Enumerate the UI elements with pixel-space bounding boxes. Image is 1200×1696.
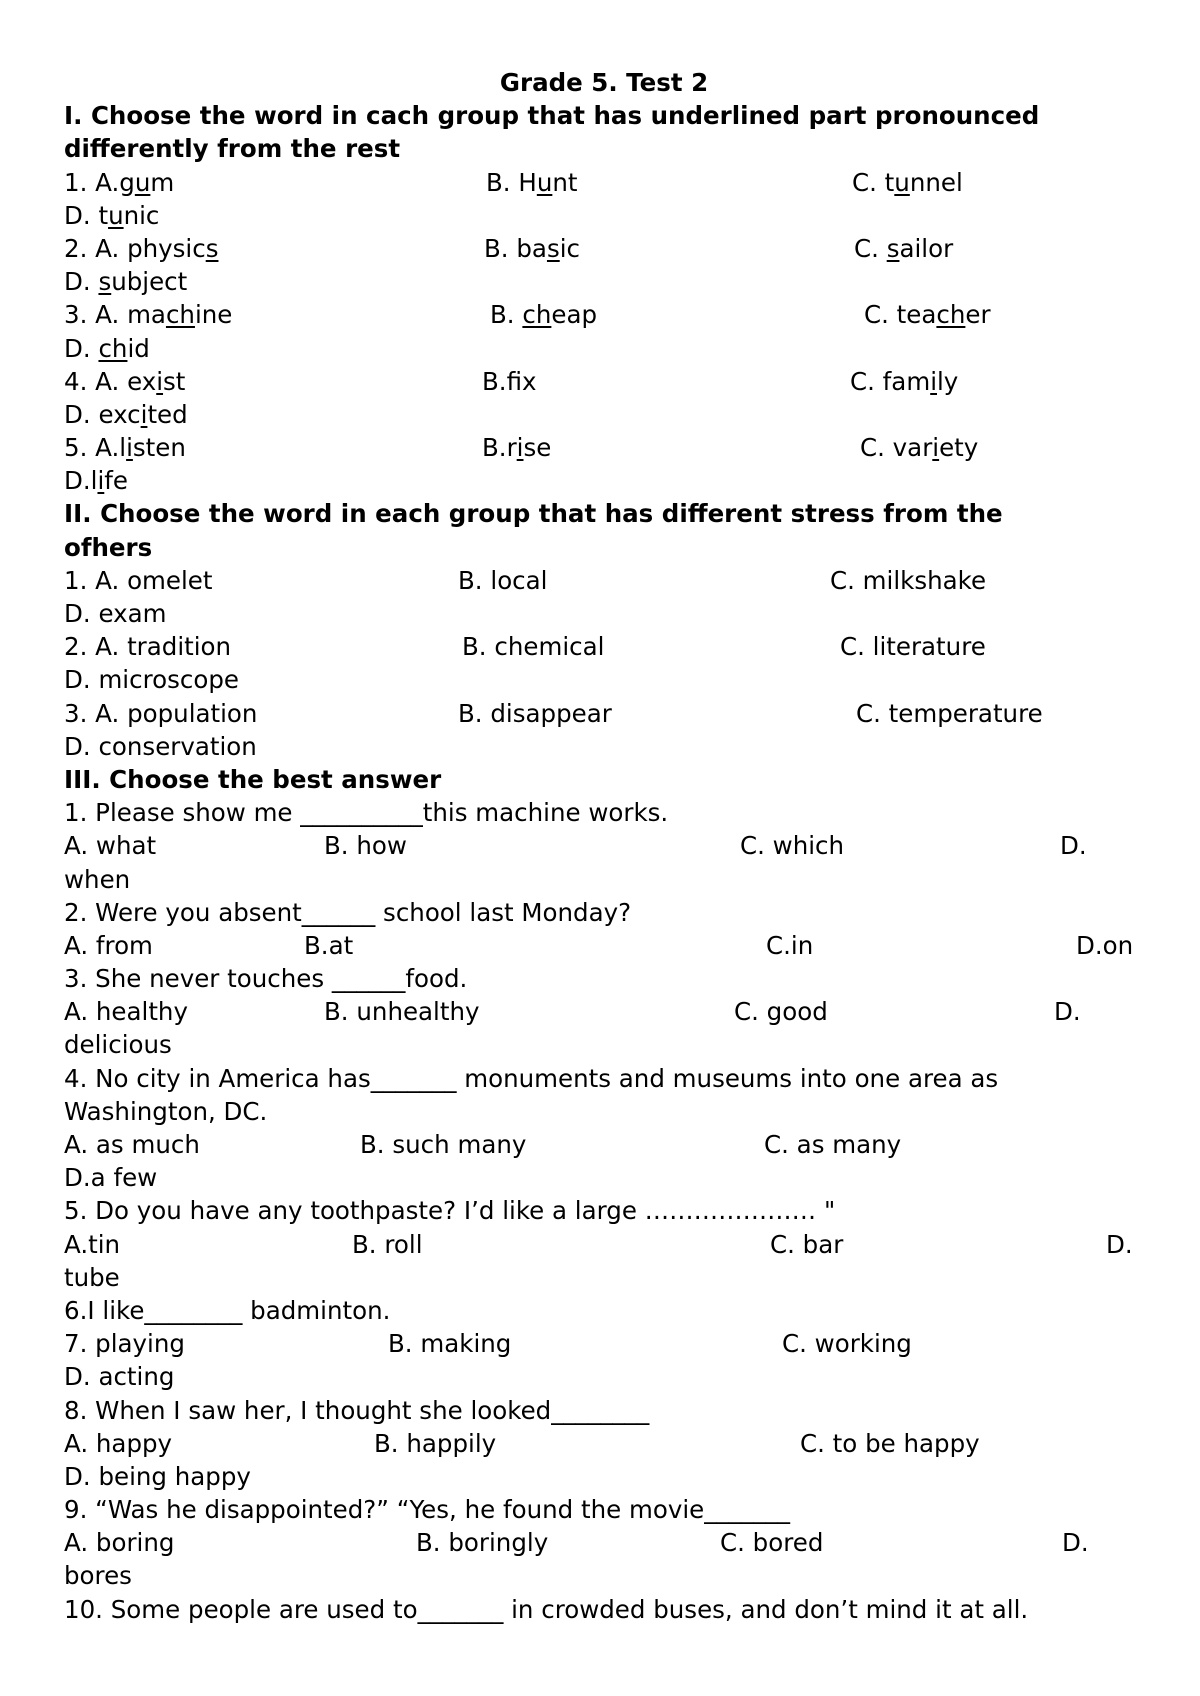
s3-q3-stem: 3. She never touches ______food. [64,964,468,994]
s1-q2-option-d: D. subject [64,267,188,297]
s3-q7-options [64,1327,1144,1360]
s1-q1-option-c: C. tunnel [852,167,963,197]
s3-q2-option-a: A. from [64,930,153,960]
s3-q2-option-d: D.on [1076,930,1134,960]
s1-q5-options [64,431,1144,464]
s1-q3-option-a: 3. A. machine [64,300,233,330]
s3-q5-option-a: A.tin [64,1229,121,1259]
section1-heading-line2: differently from the rest [64,134,401,164]
s3-q4-option-c: C. as many [764,1130,902,1159]
s3-q3-option-d-text: delicious [64,1030,172,1060]
s3-q7-option-d: D. acting [64,1362,175,1392]
s3-q1-option-d-label: D. [1060,831,1087,861]
s3-q1-option-d-text: when [64,864,131,894]
s3-q5-option-d-text: tube [64,1262,120,1292]
s2-q3-options [64,697,1144,730]
s1-q4-option-b: B.fx [482,366,537,396]
test-page [64,66,1144,1626]
s3-q9-option-d-text: bores [64,1561,132,1591]
s3-q7-option-c: C. working [782,1329,912,1359]
s2-q2-option-a: 2. A. tradition [64,632,232,662]
s1-q2-options [64,232,1144,265]
s2-q2-option-d: D. microscope [64,665,239,695]
s3-q2-stem: 2. Were you absent______ school last Monday? [64,897,632,927]
s3-q1-option-c: C. which [740,831,845,861]
s2-q1-option-c: C. milkshake [830,565,987,595]
s1-q2-option-c: C. sailor [854,233,954,263]
section2-heading-line2: ofhers [64,532,153,562]
s2-q1-option-a: 1. A. omelet [64,565,213,595]
s3-q7-option-b: B. making [388,1329,512,1359]
s3-q5-option-d-label: D. [1106,1229,1133,1259]
s3-q5-stem: 5. Do you have any toothpaste? I’d like a large ………………… " [64,1196,836,1226]
s1-q1-option-a: 1. A.gum [64,167,175,197]
s1-q5-option-b: B.rise [482,433,552,463]
s2-q1-option-b: B. local [458,565,548,595]
s3-q4-option-a: A. as much [64,1130,200,1159]
s3-q2-options [64,929,1144,962]
s3-q8-stem: 8. When I saw her, I thought she looked________ [64,1395,650,1425]
s2-q3-option-b: B. disappear [458,698,612,728]
s1-q1-option-b: B. Hunt [486,167,578,197]
s3-q1-stem: 1. Please show me __________this machine works. [64,798,669,828]
s3-q9-option-c: C. bored [720,1528,824,1558]
s3-q8-options [64,1427,1144,1460]
s3-q6-stem: 6.I like________ badminton. [64,1295,391,1325]
s3-q4-stem-line1: 4. No city in America has_______ monuments and museums into one area as [64,1063,999,1093]
s3-q3-option-a: A. healthy [64,997,188,1027]
s1-q4-option-a: 4. A. exist [64,366,186,396]
s1-q3-options [64,298,1144,331]
section2-heading-line1: II. Choose the word in each group that has different stress from the [64,499,1003,529]
s1-q4-option-c: C. family [850,366,959,396]
s1-q2-option-a: 2. A. physics [64,233,219,263]
s3-q7-option-a: 7. playing [64,1329,185,1359]
section1-heading-line1: I. Choose the word in cach group that has underlined part pronounced [64,101,1040,131]
s2-q3-option-a: 3. A. population [64,698,258,728]
s3-q4-option-b: B. such many [360,1130,527,1159]
s3-q9-options [64,1526,1144,1559]
s3-q5-options [64,1228,1144,1261]
s3-q4-option-d: D.a few [64,1163,158,1193]
s1-q4-option-d: D. excited [64,399,188,429]
s3-q1-option-a: A. what [64,831,157,861]
s1-q5-option-a: 5. A.listen [64,433,186,463]
page-title: Grade 5. Test 2 [499,68,709,97]
s3-q8-option-b: B. happily [374,1428,497,1458]
s2-q2-options [64,630,1144,663]
s1-q5-option-d: D.life [64,466,128,496]
s2-q2-option-b: B. chemical [462,632,605,662]
s3-q9-stem: 9. “Was he disappointed?” “Yes, he found the movie_______ [64,1495,790,1525]
s2-q1-options [64,564,1144,597]
s2-q3-option-c: C. temperature [856,698,1043,728]
s1-q3-option-c: C. teacher [864,300,991,330]
s1-q4-options [64,365,1144,398]
s3-q10-stem: 10. Some people are used to_______ in crowded buses, and don’t mind it at all. [64,1594,1029,1624]
s1-q5-option-c: C. variety [860,433,979,463]
s3-q3-option-b: B. unhealthy [324,997,480,1027]
s3-q9-option-a: A. boring [64,1528,175,1558]
s3-q1-option-b: B. how [324,831,407,861]
s3-q3-option-c: C. good [734,997,828,1027]
s3-q8-option-d: D. being happy [64,1461,251,1491]
s3-q3-options [64,995,1144,1028]
s3-q5-option-b: B. roll [352,1229,423,1259]
s3-q5-option-c: C. bar [770,1229,844,1259]
s1-q1-option-d: D. tunic [64,200,160,230]
s1-q3-option-d: D. chid [64,333,150,363]
s1-q1-options [64,166,1144,199]
s3-q3-option-d-label: D. [1054,997,1081,1027]
s3-q2-option-c: C.in [766,930,814,960]
s3-q8-option-c: C. to be happy [800,1428,980,1458]
s3-q2-option-b: B.at [304,930,354,960]
s2-q2-option-c: C. literature [840,632,986,662]
s3-q1-options [64,829,1144,862]
s2-q3-option-d: D. conservation [64,731,257,761]
s2-q1-option-d: D. exam [64,599,167,628]
s3-q4-options [64,1128,1144,1161]
s3-q8-option-a: A. happy [64,1428,173,1458]
s1-q3-option-b: B. cheap [490,300,598,330]
s3-q4-stem-line2: Washington, DC. [64,1096,268,1126]
s1-q2-option-b: B. basic [484,233,580,263]
s3-q9-option-b: B. boringly [416,1528,549,1558]
s3-q9-option-d-label: D. [1062,1528,1089,1558]
section3-heading: III. Choose the best answer [64,764,442,794]
